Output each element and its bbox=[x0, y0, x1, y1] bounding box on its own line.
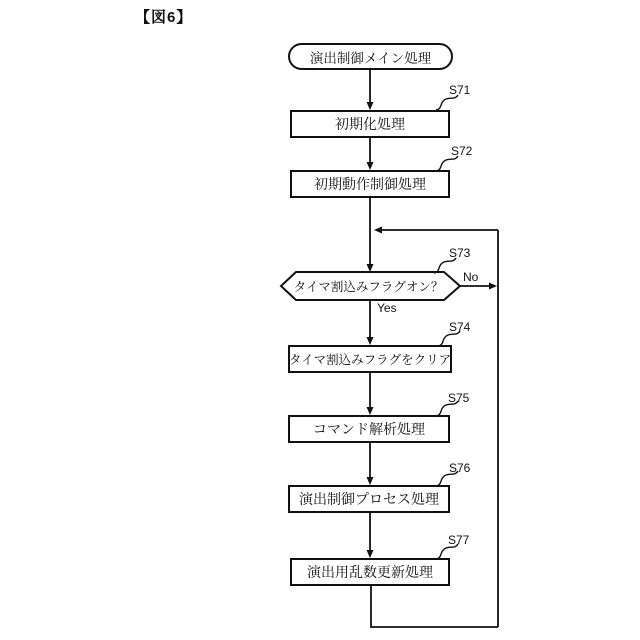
step-id-s74: S74 bbox=[449, 320, 471, 334]
process-label: タイマ割込みフラグをクリア bbox=[288, 353, 452, 367]
decision-label: タイマ割込みフラグオン？ bbox=[293, 280, 444, 294]
arrowhead-into-decision bbox=[367, 264, 374, 272]
arrowhead-loop-return bbox=[374, 227, 382, 234]
start-terminator-label: 演出制御メイン処理 bbox=[309, 50, 432, 66]
arrowhead-into-s75 bbox=[367, 407, 374, 415]
no-branch-label: No bbox=[463, 270, 479, 284]
start-terminator bbox=[288, 43, 453, 70]
arrowhead-no-branch bbox=[489, 283, 497, 290]
process-box-s72 bbox=[290, 170, 450, 198]
step-id-s77: S77 bbox=[448, 533, 470, 547]
process-box-s77 bbox=[290, 558, 450, 586]
process-label: 演出制御プロセス処理 bbox=[299, 491, 439, 507]
process-box-s71 bbox=[290, 110, 450, 138]
arrowhead-into-s72 bbox=[367, 162, 374, 170]
squiggle-s71 bbox=[436, 95, 458, 110]
process-box-s74 bbox=[288, 345, 452, 373]
step-id-s73: S73 bbox=[449, 246, 471, 260]
step-id-s75: S75 bbox=[448, 391, 470, 405]
connector-s77-to-loop bbox=[371, 586, 498, 627]
process-box-s76 bbox=[288, 485, 450, 513]
process-label: コマンド解析処理 bbox=[313, 421, 425, 437]
squiggle-s72 bbox=[436, 156, 458, 171]
step-id-s72: S72 bbox=[451, 144, 473, 158]
process-label: 初期動作制御処理 bbox=[314, 176, 426, 192]
arrowhead-into-s74 bbox=[367, 337, 374, 345]
arrowhead-into-s71 bbox=[367, 102, 374, 110]
squiggle-s73 bbox=[434, 258, 456, 273]
arrowhead-into-s76 bbox=[367, 477, 374, 485]
step-id-s71: S71 bbox=[449, 83, 471, 97]
process-label: 初期化処理 bbox=[335, 116, 405, 132]
figure-title: 【図6】 bbox=[135, 9, 193, 26]
yes-branch-label: Yes bbox=[377, 301, 397, 315]
arrowhead-into-s77 bbox=[367, 550, 374, 558]
process-box-s75 bbox=[288, 415, 450, 443]
process-label: 演出用乱数更新処理 bbox=[307, 564, 433, 580]
step-id-s76: S76 bbox=[449, 461, 471, 475]
